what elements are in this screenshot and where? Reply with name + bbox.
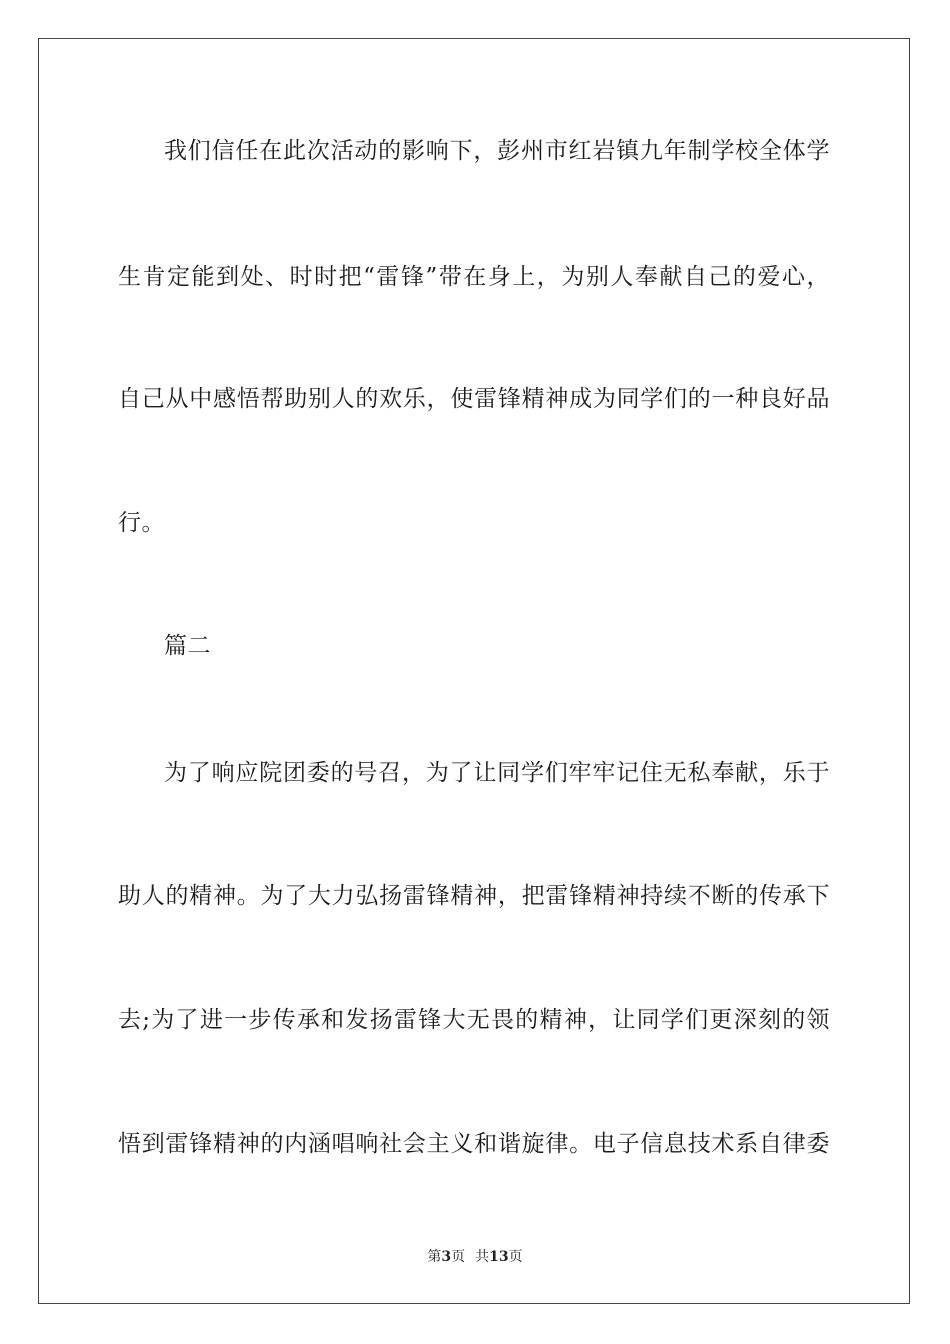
page-border [38,38,910,1304]
total-prefix: 共 [475,1249,490,1265]
page-suffix: 页 [451,1249,466,1265]
paragraph-1-line-4: 行。 [118,510,165,536]
section-heading: 篇二 [164,633,211,659]
paragraph-2-line-3: 去;为了进一步传承和发扬雷锋大无畏的精神，让同学们更深刻的领 [118,1007,830,1033]
page-number: 3 [441,1249,452,1265]
paragraph-2-line-4: 悟到雷锋精神的内涵唱响社会主义和谐旋律。电子信息技术系自律委 [118,1131,830,1157]
paragraph-1-line-2: 生肯定能到处、时时把“雷锋”带在身上，为别人奉献自己的爱心， [118,264,830,290]
paragraph-1-line-3: 自己从中感悟帮助别人的欢乐，使雷锋精神成为同学们的一种良好品 [118,386,830,412]
total-suffix: 页 [508,1249,523,1265]
paragraph-1-line-1: 我们信任在此次活动的影响下，彭州市红岩镇九年制学校全体学 [164,138,830,164]
paragraph-2-line-2: 助人的精神。为了大力弘扬雷锋精神，把雷锋精神持续不断的传承下 [118,883,830,909]
page-footer [0,1248,950,1266]
total-pages: 13 [489,1249,509,1265]
paragraph-2-line-1: 为了响应院团委的号召，为了让同学们牢牢记住无私奉献，乐于 [164,760,830,786]
page-prefix: 第 [427,1249,442,1265]
